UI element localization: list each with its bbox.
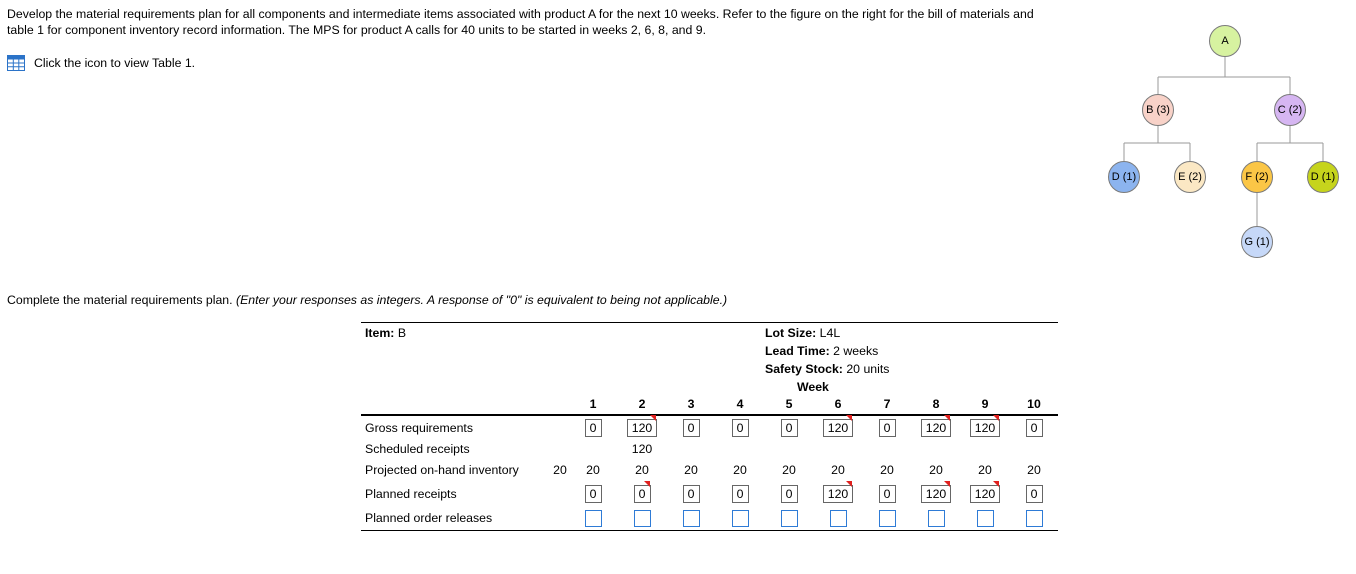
planned-release-input-8[interactable] — [928, 510, 945, 527]
initial-inventory: 20 — [553, 463, 567, 477]
lead-time-value: 2 weeks — [833, 344, 879, 358]
lot-size-value: L4L — [819, 326, 841, 340]
gross-cell-8: 120 — [921, 419, 951, 437]
gross-flag-6 — [846, 415, 852, 421]
planned-receipt-cell-4: 0 — [732, 485, 749, 503]
lot-size-field: Lot Size: L4L — [765, 326, 841, 340]
planned-release-input-4[interactable] — [732, 510, 749, 527]
bom-node-d-under-c: D (1) — [1307, 161, 1339, 193]
gross-cell-4: 0 — [732, 419, 749, 437]
projected-cell-7: 20 — [880, 463, 894, 477]
planned-release-input-1[interactable] — [585, 510, 602, 527]
row-label-planned-receipts: Planned receipts — [365, 487, 457, 501]
instruction — [7, 293, 727, 307]
bom-node-e: E (2) — [1174, 161, 1206, 193]
header-divider — [361, 414, 1058, 416]
row-label-gross: Gross requirements — [365, 421, 473, 435]
item-field: Item: B — [365, 326, 407, 340]
planned-receipt-cell-10: 0 — [1026, 485, 1043, 503]
row-label-projected: Projected on-hand inventory — [365, 463, 519, 477]
table-link[interactable] — [7, 55, 195, 71]
gross-cell-1: 0 — [585, 419, 602, 437]
planned-release-input-2[interactable] — [634, 510, 651, 527]
safety-stock-field: Safety Stock: 20 units — [765, 362, 890, 376]
bom-node-d-under-b: D (1) — [1108, 161, 1140, 193]
week-header-8: 8 — [932, 397, 940, 411]
planned-release-input-9[interactable] — [977, 510, 994, 527]
bom-node-g: G (1) — [1241, 226, 1273, 258]
planned-release-input-5[interactable] — [781, 510, 798, 527]
projected-cell-4: 20 — [733, 463, 747, 477]
row-label-planned-releases: Planned order releases — [365, 511, 493, 525]
gross-flag-8 — [944, 415, 950, 421]
projected-cell-10: 20 — [1027, 463, 1041, 477]
bom-node-a: A — [1209, 25, 1241, 57]
planned-receipt-cell-1: 0 — [585, 485, 602, 503]
planned-release-input-7[interactable] — [879, 510, 896, 527]
gross-cell-9: 120 — [970, 419, 1000, 437]
planned-release-input-6[interactable] — [830, 510, 847, 527]
mrp-record — [361, 322, 1058, 531]
gross-cell-2: 120 — [627, 419, 657, 437]
gross-cell-3: 0 — [683, 419, 700, 437]
bom-node-c: C (2) — [1274, 94, 1306, 126]
safety-stock-value: 20 units — [846, 362, 890, 376]
planned-receipt-cell-6: 120 — [823, 485, 853, 503]
receipt-flag-2 — [644, 481, 650, 487]
scheduled-cell-2: 120 — [631, 442, 653, 456]
week-header-3: 3 — [687, 397, 695, 411]
gross-cell-7: 0 — [879, 419, 896, 437]
bom-node-b: B (3) — [1142, 94, 1174, 126]
planned-release-input-3[interactable] — [683, 510, 700, 527]
week-heading: Week — [797, 380, 829, 394]
week-header-5: 5 — [785, 397, 793, 411]
week-header-10: 10 — [1027, 397, 1041, 411]
planned-receipt-cell-9: 120 — [970, 485, 1000, 503]
planned-receipt-cell-3: 0 — [683, 485, 700, 503]
lead-time-field: Lead Time: 2 weeks — [765, 344, 879, 358]
planned-receipt-cell-5: 0 — [781, 485, 798, 503]
projected-cell-9: 20 — [978, 463, 992, 477]
receipt-flag-6 — [846, 481, 852, 487]
week-header-6: 6 — [834, 397, 842, 411]
week-header-1: 1 — [589, 397, 597, 411]
week-header-2: 2 — [638, 397, 646, 411]
gross-cell-6: 120 — [823, 419, 853, 437]
projected-cell-5: 20 — [782, 463, 796, 477]
planned-receipt-cell-8: 120 — [921, 485, 951, 503]
planned-release-input-10[interactable] — [1026, 510, 1043, 527]
instruction-note: (Enter your responses as integers. A response of "0" is equivalent to being not applicable.) — [235, 293, 728, 307]
gross-flag-9 — [993, 415, 999, 421]
week-header-9: 9 — [981, 397, 989, 411]
problem-statement: Develop the material requirements plan for all components and intermediate items associated with product A for the next 10 weeks. Refer to the figure on the right for the bill of materials and table 1 for component inventory record information. The MPS for product A calls for 40 units to be started in weeks 2, 6, 8, and 9. — [7, 7, 1034, 37]
receipt-flag-8 — [944, 481, 950, 487]
receipt-flag-9 — [993, 481, 999, 487]
gross-flag-2 — [650, 415, 656, 421]
projected-cell-6: 20 — [831, 463, 845, 477]
row-label-scheduled: Scheduled receipts — [365, 442, 470, 456]
table-link-label[interactable]: Click the icon to view Table 1. — [34, 56, 196, 70]
projected-cell-8: 20 — [929, 463, 943, 477]
week-header-4: 4 — [736, 397, 744, 411]
bom-connectors — [1100, 25, 1350, 265]
instruction-main: Complete the material requirements plan. — [7, 293, 236, 307]
projected-cell-3: 20 — [684, 463, 698, 477]
planned-receipt-cell-2: 0 — [634, 485, 651, 503]
gross-cell-5: 0 — [781, 419, 798, 437]
week-header-7: 7 — [883, 397, 891, 411]
projected-cell-1: 20 — [586, 463, 600, 477]
gross-cell-10: 0 — [1026, 419, 1043, 437]
table-icon[interactable] — [7, 55, 25, 71]
item-value: B — [397, 326, 407, 340]
projected-cell-2: 20 — [635, 463, 649, 477]
bom-node-f: F (2) — [1241, 161, 1273, 193]
planned-receipt-cell-7: 0 — [879, 485, 896, 503]
